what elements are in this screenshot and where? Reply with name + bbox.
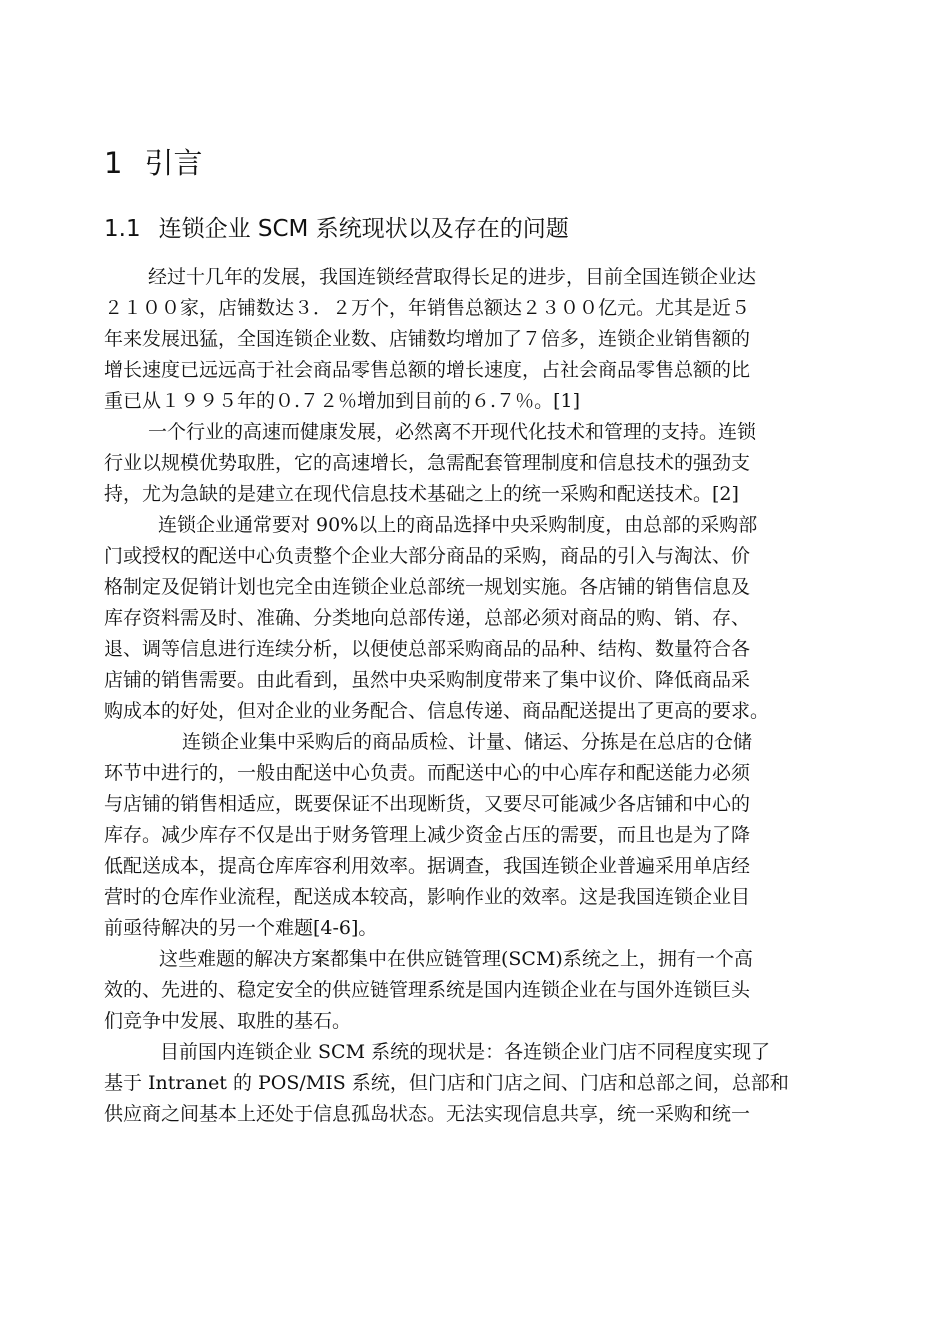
text-line: 前亟待解决的另一个难题[4-6]。 [104, 917, 378, 939]
paragraph-4 [104, 727, 854, 944]
text-line: 目前国内连锁企业 SCM 系统的现状是：各连锁企业门店不同程度实现了 [160, 1041, 771, 1063]
text-line: 购成本的好处，但对企业的业务配合、信息传递、商品配送提出了更高的要求。 [104, 700, 770, 722]
text-line: 们竞争中发展、取胜的基石。 [104, 1010, 352, 1032]
section-title: 引言 [144, 146, 203, 180]
text-line: 营时的仓库作业流程，配送成本较高，影响作业的效率。这是我国连锁企业目 [104, 886, 751, 908]
paragraph-5 [104, 944, 854, 1037]
text-line: 连锁企业集中采购后的商品质检、计量、储运、分拣是在总店的仓储 [182, 731, 753, 753]
text-line: 库存资料需及时、准确、分类地向总部传递，总部必须对商品的购、销、存、 [104, 607, 751, 629]
text-line: 门或授权的配送中心负责整个企业大部分商品的采购，商品的引入与淘汰、价 [104, 545, 751, 567]
text-line: 供应商之间基本上还处于信息孤岛状态。无法实现信息共享，统一采购和统一 [104, 1103, 751, 1125]
text-line: ２１００家，店铺数达３．２万个，年销售总额达２３００亿元。尤其是近５ [104, 297, 751, 319]
text-line: 这些难题的解决方案都集中在供应链管理(SCM)系统之上，拥有一个高 [159, 948, 753, 970]
text-line: 效的、先进的、稳定安全的供应链管理系统是国内连锁企业在与国外连锁巨头 [104, 979, 751, 1001]
text-line: 增长速度已远远高于社会商品零售总额的增长速度，占社会商品零售总额的比 [104, 359, 751, 381]
text-line: 格制定及促销计划也完全由连锁企业总部统一规划实施。各店铺的销售信息及 [104, 576, 751, 598]
paragraph-1 [104, 262, 854, 417]
text-line: 经过十几年的发展，我国连锁经营取得长足的进步，目前全国连锁企业达 [148, 266, 757, 288]
text-line: 库存。减少库存不仅是出于财务管理上减少资金占压的需要，而且也是为了降 [104, 824, 751, 846]
text-line: 与店铺的销售相适应，既要保证不出现断货，又要尽可能减少各店铺和中心的 [104, 793, 751, 815]
text-line: 基于 Intranet 的 POS/MIS 系统，但门店和门店之间、门店和总部之间，总部和 [104, 1072, 789, 1094]
body-text [104, 262, 854, 1130]
paragraph-3 [104, 510, 854, 727]
text-line: 连锁企业通常要对 90%以上的商品选择中央采购制度，由总部的采购部 [158, 514, 758, 536]
text-line: 店铺的销售需要。由此看到，虽然中央采购制度带来了集中议价、降低商品采 [104, 669, 751, 691]
paragraph-2 [104, 417, 854, 510]
subsection-heading [104, 211, 569, 247]
text-line: 重已从１９９５年的０.７２％增加到目前的６.７％。[1] [104, 390, 580, 412]
text-line: 持，尤为急缺的是建立在现代信息技术基础之上的统一采购和配送技术。[2] [104, 483, 739, 505]
subsection-title: 连锁企业 SCM 系统现状以及存在的问题 [158, 216, 569, 242]
text-line: 环节中进行的，一般由配送中心负责。而配送中心的中心库存和配送能力必须 [104, 762, 751, 784]
section-number: 1 [104, 146, 123, 180]
text-line: 一个行业的高速而健康发展，必然离不开现代化技术和管理的支持。连锁 [148, 421, 757, 443]
text-line: 行业以规模优势取胜，它的高速增长，急需配套管理制度和信息技术的强劲支 [104, 452, 751, 474]
text-line: 退、调等信息进行连续分析，以便使总部采购商品的品种、结构、数量符合各 [104, 638, 751, 660]
text-line: 年来发展迅猛，全国连锁企业数、店铺数均增加了７倍多，连锁企业销售额的 [104, 328, 751, 350]
subsection-number: 1.1 [104, 216, 141, 242]
section-heading [104, 143, 202, 183]
paragraph-6 [104, 1037, 854, 1130]
text-line: 低配送成本，提高仓库库容利用效率。据调查，我国连锁企业普遍采用单店经 [104, 855, 751, 877]
